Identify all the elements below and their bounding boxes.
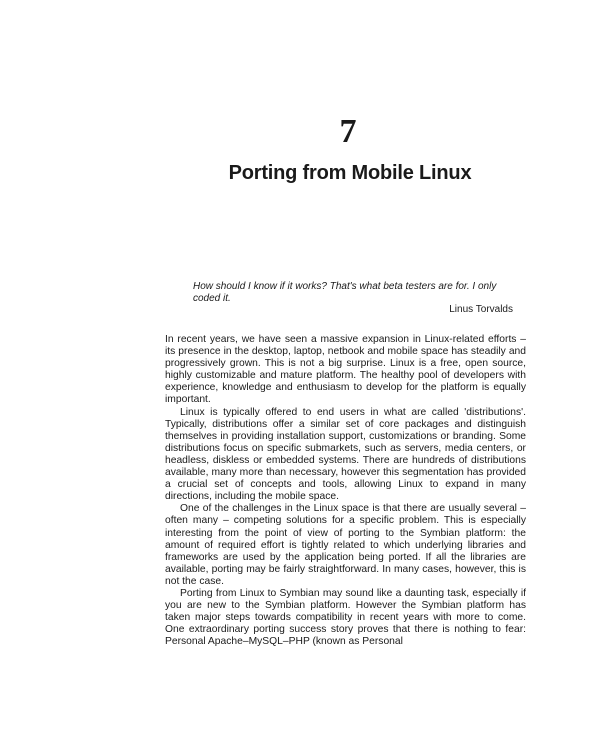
paragraph: Linux is typically offered to end users in what are called 'distributions'. Typically, distributions offer a similar set of core packages and distinguish themselves in providing installation support, customizations or branding. Some distributions focus on specific submarkets, such as servers, media centers, or headless, diskless or embedded systems. There are hundreds of distributions available, many more than necessary, however this segmentation has provided a crucial set of concepts and tools, allowing Linux to expand in many directions, including the mobile space. [165,406,526,503]
chapter-title: Porting from Mobile Linux [228,162,472,184]
paragraph: Porting from Linux to Symbian may sound like a daunting task, especially if you are new to the Symbian platform. However the Symbian platform has taken major steps towards compatibility in recent years with more to come. One extraordinary porting success story proves that there is nothing to fear: Personal Apache–MySQL–PHP (known as Personal [165,587,526,648]
epigraph-quote: How should I know if it works? That's what beta testers are for. I only coded it. [193,281,497,304]
epigraph-attribution: Linus Torvalds [449,304,513,315]
paragraph: One of the challenges in the Linux space is that there are usually several – often many – competing solutions for a specific problem. This is especially interesting from the point of view of porting to the Symbian platform: the amount of required effort is tightly related to which underlying libraries and frameworks are used by the application being ported. If all the libraries are available, porting may be fairly straightforward. In many cases, however, this is not the case. [165,503,526,587]
chapter-body [165,334,526,648]
paragraph: In recent years, we have seen a massive expansion in Linux-related efforts – its presence in the desktop, laptop, netbook and mobile space has steadily and progressively grown. This is not a big surprise. Linux is a free, open source, highly customizable and mature platform. The healthy pool of developers with experience, knowledge and enthusiasm to develop for the platform is equally important. [165,334,526,406]
chapter-number: 7 [339,113,357,150]
